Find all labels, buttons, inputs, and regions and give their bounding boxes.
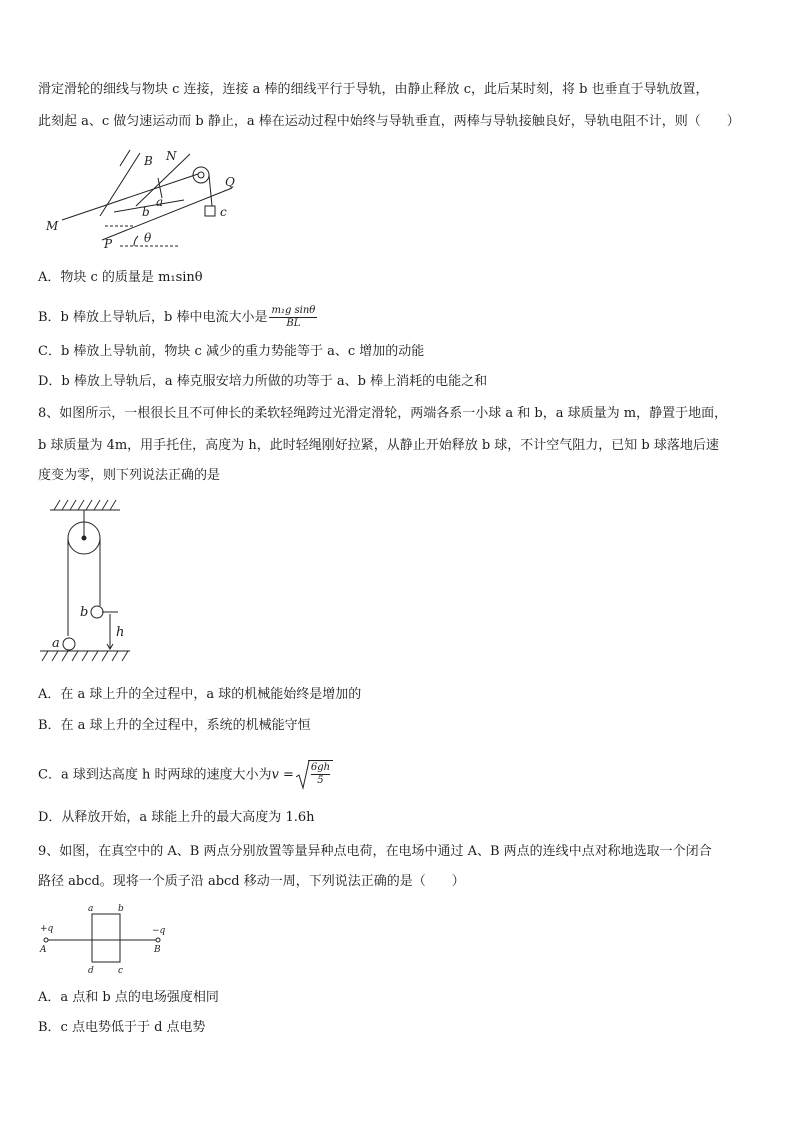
q8-option-c-text: C．a 球到达高度 h 时两球的速度大小为 <box>38 767 272 783</box>
q9-charge-diagram <box>36 902 176 978</box>
q8-text-line2: b 球质量为 4m，用手托住，高度为 h，此时轻绳刚好拉紧，从静止开始释放 b 球，不计空气阻力，已知 b 球落地后速 <box>38 438 719 453</box>
q8-label-a: a <box>52 636 60 651</box>
q9-label-c: c <box>118 966 124 976</box>
q7-label-c: c <box>220 205 227 219</box>
q7-label-M: M <box>46 219 59 233</box>
q7-label-a: a <box>156 195 164 209</box>
q7-option-b <box>38 305 317 330</box>
q8-label-h: h <box>116 625 125 640</box>
q7-option-b-numerator: m₁g sinθ <box>271 305 316 316</box>
q9-label-d: d <box>88 966 94 976</box>
q7-label-theta: θ <box>144 231 152 245</box>
q7-label-b: b <box>142 205 150 219</box>
q7-option-b-denominator: BL <box>286 318 301 329</box>
q7-label-Q: Q <box>225 175 235 189</box>
q7-label-P: P <box>104 237 113 251</box>
q7-text-line2: 此刻起 a、c 做匀速运动而 b 静止，a 棒在运动过程中始终与导轨垂直，两棒与导轨接触良好，导轨电阻不计，则（ ） <box>38 114 740 129</box>
q8-option-c-sqrt <box>296 760 333 790</box>
q8-text-line1: 8、如图所示，一根很长且不可伸长的柔软轻绳跨过光滑定滑轮，两端各系一小球 a 和 b，a 球质量为 m，静置于地面， <box>38 406 728 421</box>
q8-option-c-v: v = <box>271 767 294 783</box>
q9-label-A: A <box>40 945 47 955</box>
q8-option-c-numerator: 6gh <box>310 762 331 773</box>
q7-label-N: N <box>166 149 177 163</box>
q7-text-line1: 滑定滑轮的细线与物块 c 连接，连接 a 棒的细线平行于导轨，由静止释放 c，此后某时刻，将 b 也垂直于导轨放置， <box>38 82 709 97</box>
q7-label-B: B <box>144 154 153 168</box>
q7-option-a: A．物块 c 的质量是 m₁sinθ <box>38 270 203 285</box>
q7-option-c: C．b 棒放上导轨前，物块 c 减少的重力势能等于 a、c 增加的动能 <box>38 344 425 359</box>
q9-label-plus-q: +q <box>40 924 54 934</box>
q8-label-b: b <box>80 605 89 620</box>
q9-label-minus-q: −q <box>152 926 166 936</box>
q8-option-c <box>38 760 333 790</box>
q9-label-b: b <box>118 904 124 914</box>
q8-option-a: A．在 a 球上升的全过程中，a 球的机械能始终是增加的 <box>38 687 362 702</box>
q9-label-B: B <box>154 945 161 955</box>
q7-option-b-text: B．b 棒放上导轨后，b 棒中电流大小是 <box>38 310 268 325</box>
q9-label-a: a <box>88 904 94 914</box>
q8-option-d: D．从释放开始，a 球能上升的最大高度为 1.6h <box>38 810 315 825</box>
q8-pulley-diagram <box>36 496 146 666</box>
q9-text-line2: 路径 abcd。现将一个质子沿 abcd 移动一周，下列说法正确的是（ ） <box>38 874 465 889</box>
q7-option-d: D．b 棒放上导轨后，a 棒克服安培力所做的功等于 a、b 棒上消耗的电能之和 <box>38 374 488 389</box>
q7-option-b-fraction <box>269 305 317 330</box>
q8-option-b: B．在 a 球上升的全过程中，系统的机械能守恒 <box>38 718 311 733</box>
q9-text-line1: 9、如图，在真空中的 A、B 两点分别放置等量异种点电荷，在电场中通过 A、B 两点的连线中点对称地选取一个闭合 <box>38 844 712 859</box>
q8-text-line3: 度变为零，则下列说法正确的是 <box>38 468 221 483</box>
q7-rail-diagram <box>40 148 250 253</box>
q9-option-a: A．a 点和 b 点的电场强度相同 <box>38 990 219 1005</box>
q9-option-b: B．c 点电势低于于 d 点电势 <box>38 1020 206 1035</box>
q8-option-c-denominator: 5 <box>317 775 324 786</box>
